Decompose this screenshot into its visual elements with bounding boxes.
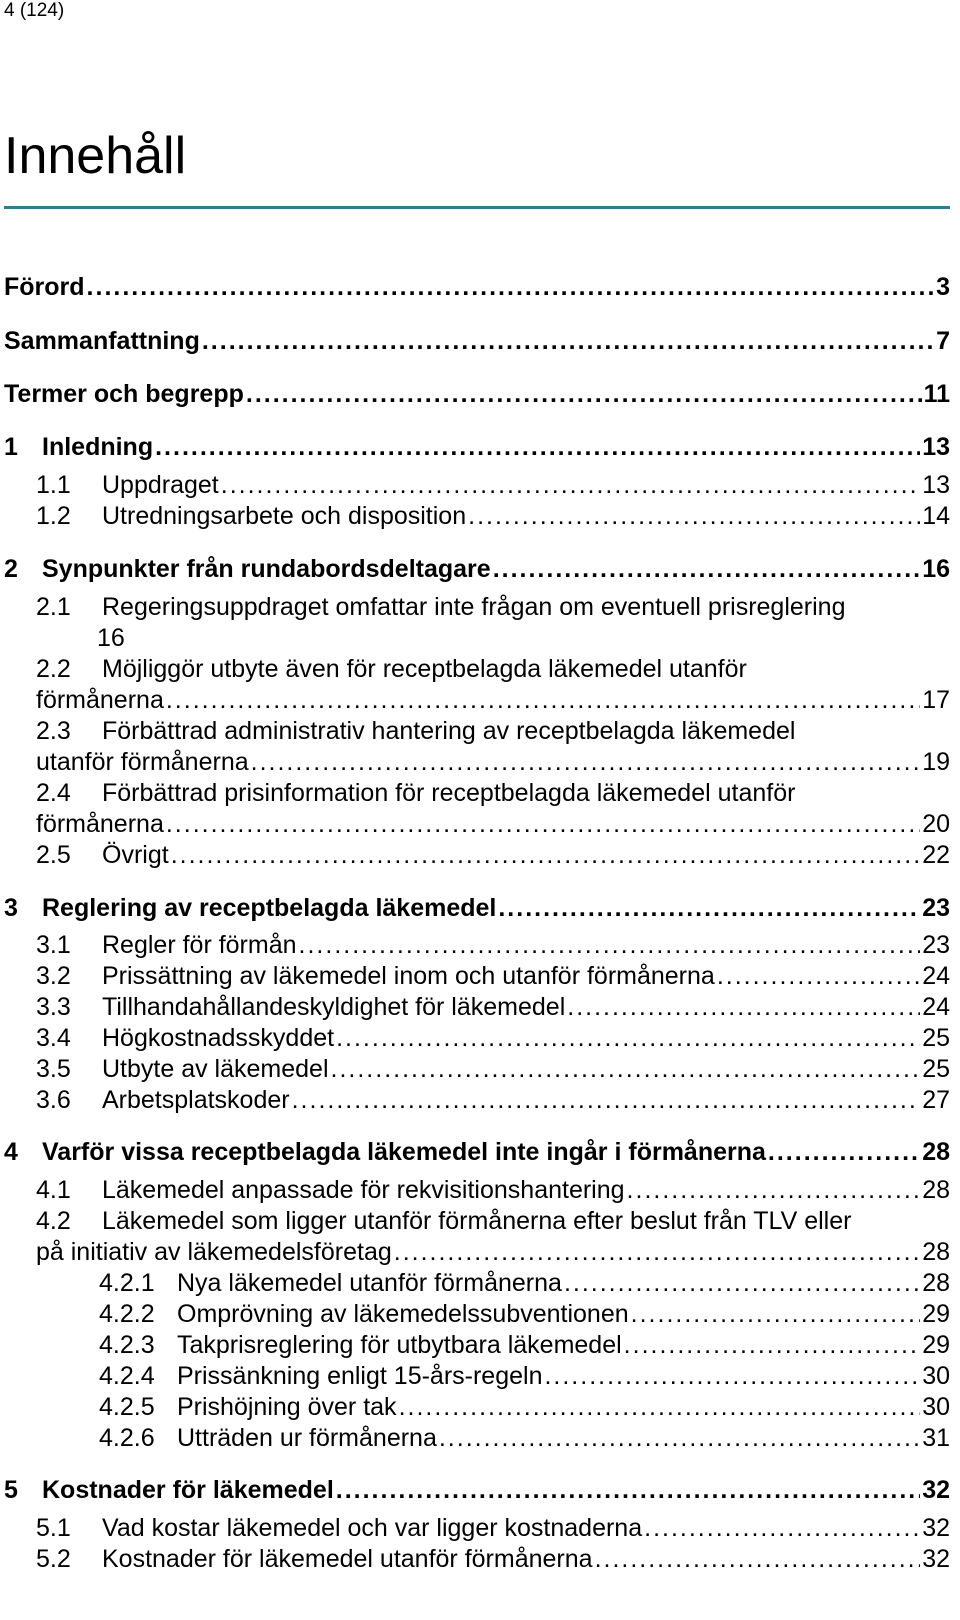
toc-entry-label: Förord: [4, 273, 85, 301]
toc-leader: [624, 1328, 921, 1362]
toc-number: 5: [4, 1476, 18, 1504]
toc-entry-label: Förbättrad prisinformation för receptbelagda läkemedel utanför: [102, 779, 796, 807]
toc-entry-label: Takprisreglering för utbytbara läkemedel: [177, 1331, 622, 1359]
toc-entry-label: Tillhandahållandeskyldighet för läkemedel: [102, 993, 566, 1021]
toc-page-number: 13: [922, 433, 950, 461]
toc-entry-label: Övrigt: [102, 841, 169, 869]
toc-page-number: 27: [922, 1086, 950, 1114]
toc-leader: [498, 891, 920, 925]
toc-page-number: 7: [936, 327, 950, 355]
toc-section-2-5[interactable]: [0, 838, 950, 872]
toc-page-number: 11: [923, 380, 950, 408]
toc-leader: [567, 990, 920, 1024]
toc-page-number: 24: [922, 993, 950, 1021]
toc-entry-label: Arbetsplatskoder: [102, 1086, 290, 1114]
toc-leader: [717, 959, 920, 993]
toc-entry-label: Kostnader för läkemedel utanför förmånerna: [102, 1545, 593, 1573]
toc-entry-label: förmånerna: [36, 686, 164, 714]
toc-page-number: 20: [922, 810, 950, 838]
toc-entry-label: Prissättning av läkemedel inom och utanför förmånerna: [102, 962, 715, 990]
toc-page-number: 23: [922, 894, 950, 922]
toc-number: 5.2: [36, 1545, 71, 1573]
toc-page-number: 31: [922, 1424, 950, 1452]
toc-leader: [166, 683, 920, 717]
toc-entry-forord[interactable]: [0, 270, 950, 304]
toc-page-number: 23: [922, 931, 950, 959]
toc-leader: [292, 1083, 921, 1117]
toc-number: 3.5: [36, 1055, 71, 1083]
toc-number: 5.1: [36, 1514, 71, 1542]
toc-number: 3.1: [36, 931, 71, 959]
toc-section-3-2[interactable]: [0, 959, 950, 993]
toc-number: 4.2.6: [99, 1424, 155, 1452]
toc-leader: [394, 1235, 920, 1269]
toc-leader: [166, 807, 920, 841]
toc-section-2-3[interactable]: [36, 714, 795, 748]
toc-section-3-1[interactable]: [0, 928, 950, 962]
toc-page-number: 16: [922, 555, 950, 583]
toc-page-number: 30: [922, 1362, 950, 1390]
toc-section-2-4[interactable]: [36, 776, 795, 810]
toc-page-number: 13: [922, 471, 950, 499]
toc-leader: [644, 1511, 920, 1545]
toc-chapter-5[interactable]: [0, 1473, 950, 1507]
toc-entry-label: Omprövning av läkemedelssubventionen: [177, 1300, 629, 1328]
toc-page-number: 22: [922, 841, 950, 869]
toc-section-5-2[interactable]: [0, 1542, 950, 1576]
toc-number: 4.1: [36, 1176, 71, 1204]
toc-number: 3.3: [36, 993, 71, 1021]
toc-leader: [468, 499, 920, 533]
toc-leader: [544, 1359, 920, 1393]
page-number: 4 (124): [4, 0, 65, 21]
toc-number: 3.6: [36, 1086, 71, 1114]
toc-entry-termer[interactable]: [0, 377, 950, 411]
toc-section-2-3-cont[interactable]: [0, 745, 950, 779]
toc-page-number: 29: [922, 1300, 950, 1328]
toc-page-number: 14: [922, 502, 950, 530]
toc-number: 4.2.2: [99, 1300, 155, 1328]
toc-page-number: 28: [922, 1269, 950, 1297]
toc-subsection-4-2-5[interactable]: [0, 1390, 950, 1424]
toc-page-number: 32: [922, 1514, 950, 1542]
toc-entry-label: Högkostnadsskyddet: [102, 1024, 335, 1052]
toc-leader: [221, 468, 920, 502]
toc-number: 4.2.4: [99, 1362, 155, 1390]
toc-number: 2.3: [36, 717, 71, 745]
toc-number: 4.2.5: [99, 1393, 155, 1421]
toc-leader: [493, 552, 920, 586]
toc-entry-label: Möjliggör utbyte även för receptbelagda läkemedel utanför: [102, 655, 747, 683]
toc-leader: [627, 1173, 921, 1207]
toc-entry-label: Förbättrad administrativ hantering av receptbelagda läkemedel: [102, 717, 796, 745]
toc-chapter-4[interactable]: [0, 1135, 950, 1169]
toc-leader: [87, 270, 935, 304]
toc-leader: [251, 745, 921, 779]
toc-entry-label: Kostnader för läkemedel: [42, 1476, 334, 1504]
toc-entry-label: Nya läkemedel utanför förmånerna: [177, 1269, 562, 1297]
toc-leader: [768, 1135, 920, 1169]
toc-section-2-2-cont[interactable]: [0, 683, 950, 717]
toc-entry-label: Sammanfattning: [4, 327, 200, 355]
toc-leader: [171, 838, 921, 872]
toc-number: 2.2: [36, 655, 71, 683]
toc-number: 4.2.1: [99, 1269, 155, 1297]
toc-entry-label: Utredningsarbete och disposition: [102, 502, 467, 530]
toc-leader: [155, 430, 920, 464]
toc-number: 4: [4, 1138, 18, 1166]
toc-subsection-4-2-1[interactable]: [0, 1266, 950, 1300]
toc-number: 3.2: [36, 962, 71, 990]
toc-leader: [202, 324, 934, 358]
toc-section-5-1[interactable]: [0, 1511, 950, 1545]
toc-page-number: 17: [922, 686, 950, 714]
toc-leader: [331, 1052, 921, 1086]
toc-page-number: 32: [922, 1476, 950, 1504]
toc-section-4-2-cont[interactable]: [0, 1235, 950, 1269]
toc-page-number: 25: [922, 1055, 950, 1083]
toc-subsection-4-2-4[interactable]: [0, 1359, 950, 1393]
toc-section-4-1[interactable]: [0, 1173, 950, 1207]
toc-chapter-2[interactable]: [0, 552, 950, 586]
toc-section-2-1[interactable]: [36, 590, 845, 624]
toc-number: 1.1: [36, 471, 71, 499]
toc-entry-label: Läkemedel som ligger utanför förmånerna efter beslut från TLV eller: [102, 1207, 852, 1235]
page-title: Innehåll: [4, 127, 187, 185]
toc-entry-label: Reglering av receptbelagda läkemedel: [42, 894, 497, 922]
toc-page-number: 3: [936, 273, 950, 301]
toc-section-4-2[interactable]: [36, 1204, 851, 1238]
toc-page-number: 28: [922, 1176, 950, 1204]
toc-number: 3.4: [36, 1024, 71, 1052]
toc-entry-label: Läkemedel anpassade för rekvisitionshantering: [102, 1176, 625, 1204]
toc-entry-label: Regler för förmån: [102, 931, 297, 959]
toc-entry-label: Utbyte av läkemedel: [102, 1055, 329, 1083]
toc-section-3-6[interactable]: [0, 1083, 950, 1117]
toc-subsection-4-2-3[interactable]: [0, 1328, 950, 1362]
toc-entry-label: förmånerna: [36, 810, 164, 838]
toc-entry-label: Inledning: [42, 433, 154, 461]
toc-leader: [336, 1473, 920, 1507]
toc-subsection-4-2-6[interactable]: [0, 1421, 950, 1455]
toc-section-3-4[interactable]: [0, 1021, 950, 1055]
toc-number: 2: [4, 555, 18, 583]
toc-section-3-5[interactable]: [0, 1052, 950, 1086]
toc-page-number: 28: [922, 1138, 950, 1166]
toc-entry-label: Utträden ur förmånerna: [177, 1424, 437, 1452]
toc-number: 2.4: [36, 779, 71, 807]
toc-leader: [246, 377, 922, 411]
toc-leader: [336, 1021, 920, 1055]
toc-entry-label: Vad kostar läkemedel och var ligger kostnaderna: [102, 1514, 643, 1542]
toc-section-1-1[interactable]: [0, 468, 950, 502]
toc-leader: [595, 1542, 921, 1576]
toc-subsection-4-2-2[interactable]: [0, 1297, 950, 1331]
toc-entry-label: på initiativ av läkemedelsföretag: [36, 1238, 392, 1266]
toc-leader: [299, 928, 921, 962]
toc-leader: [439, 1421, 920, 1455]
toc-page-number: 16: [97, 624, 125, 652]
toc-number: 4.2: [36, 1207, 71, 1235]
toc-page-number: 32: [922, 1545, 950, 1573]
toc-section-1-2[interactable]: [0, 499, 950, 533]
toc-page-number: 29: [922, 1331, 950, 1359]
toc-page-number: 25: [922, 1024, 950, 1052]
toc-leader: [631, 1297, 921, 1331]
toc-page-number: 30: [922, 1393, 950, 1421]
toc-chapter-1[interactable]: [0, 430, 950, 464]
toc-entry-label: Synpunkter från rundabordsdeltagare: [42, 555, 491, 583]
toc-number: 2.5: [36, 841, 71, 869]
toc-number: 4.2.3: [99, 1331, 155, 1359]
toc-leader: [399, 1390, 921, 1424]
toc-number: 3: [4, 894, 18, 922]
toc-page-number: 24: [922, 962, 950, 990]
toc-chapter-3[interactable]: [0, 891, 950, 925]
toc-entry-label: Varför vissa receptbelagda läkemedel inte ingår i förmånerna: [42, 1138, 766, 1166]
toc-entry-label: Regeringsuppdraget omfattar inte frågan om eventuell prisreglering: [102, 593, 846, 621]
toc-leader: [564, 1266, 920, 1300]
toc-entry-label: Termer och begrepp: [4, 380, 244, 408]
toc-entry-label: utanför förmånerna: [36, 748, 249, 776]
toc-section-2-2[interactable]: [36, 652, 747, 686]
toc-number: 1.2: [36, 502, 71, 530]
toc-entry-label: Prissänkning enligt 15-års-regeln: [177, 1362, 543, 1390]
toc-page-number: 28: [922, 1238, 950, 1266]
toc-entry-label: Prishöjning över tak: [177, 1393, 397, 1421]
toc-entry-sammanfattning[interactable]: [0, 324, 950, 358]
toc-page-number: 19: [922, 748, 950, 776]
toc-section-2-4-cont[interactable]: [0, 807, 950, 841]
toc-section-3-3[interactable]: [0, 990, 950, 1024]
toc-number: 2.1: [36, 593, 71, 621]
toc-number: 1: [4, 433, 18, 461]
toc-entry-label: Uppdraget: [102, 471, 219, 499]
